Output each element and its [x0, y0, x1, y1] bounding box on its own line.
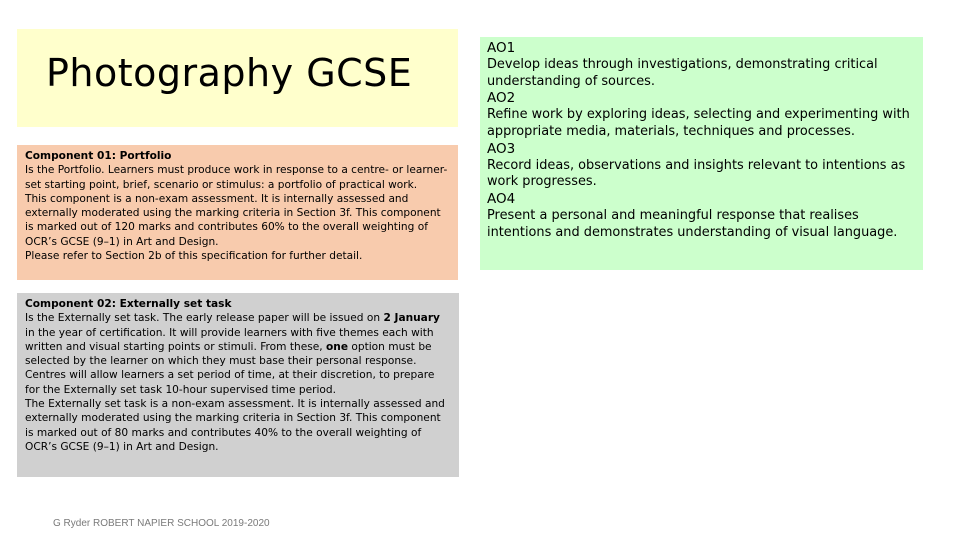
- ao3-code: AO3: [487, 140, 516, 157]
- component-02-preparation: Centres will allow learners a set period of time, at their discretion, to prepare for the Externally set task 10-hour supervised time period.: [25, 369, 435, 396]
- component-02-heading: Component 02: Externally set task: [25, 298, 232, 310]
- component-01-heading: Component 01: Portfolio: [25, 150, 172, 162]
- ao2-code: AO2: [487, 90, 516, 107]
- component-02-assessment: The Externally set task is a non-exam assessment. It is internally assessed and externally moderated using the marking criteria in Section 3f. This component is marked out of 80 marks and contributes 40% to the overall weighting of OCR’s GCSE (9–1) in Art and Design.: [25, 398, 445, 453]
- ao1-code: AO1: [487, 40, 516, 56]
- ao4-code: AO4: [487, 191, 516, 208]
- one-emphasis: one: [326, 340, 349, 353]
- component-02-description: Is the Externally set task. The early release paper will be issued on 2 January in the year of certification. It will provide learners with five themes each with written and visual starting points or stimuli. From these, one option must be selected by the learner on which they must base their personal response.: [25, 312, 440, 368]
- component-01-reference: Please refer to Section 2b of this specification for further detail.: [25, 250, 363, 263]
- ao2-text: Refine work by exploring ideas, selecting and experimenting with appropriate media, materials, techniques and processes.: [487, 107, 910, 139]
- component-02-box: [17, 293, 459, 477]
- page-title: Photography GCSE: [46, 51, 413, 95]
- ao1-text: Develop ideas through investigations, demonstrating critical understanding of sources.: [487, 56, 878, 89]
- title-box: [17, 29, 458, 127]
- assessment-objectives-box: [480, 37, 923, 270]
- ao4-text: Present a personal and meaningful response that realises intentions and demonstrates understanding of visual language.: [487, 207, 898, 240]
- release-date: 2 January: [383, 312, 440, 325]
- component-01-box: [17, 145, 458, 280]
- ao3-text: Record ideas, observations and insights relevant to intentions as work progresses.: [487, 157, 906, 190]
- footer-credit: G Ryder ROBERT NAPIER SCHOOL 2019-2020: [53, 518, 270, 529]
- component-01-assessment: This component is a non-exam assessment. It is internally assessed and externally moderated using the marking criteria in Section 3f. This component is marked out of 120 marks and contributes 60% to the overall weighting of OCR’s GCSE (9–1) in Art and Design.: [25, 192, 441, 248]
- component-01-description: Is the Portfolio. Learners must produce work in response to a centre- or learner-set starting point, brief, scenario or stimulus: a portfolio of practical work.: [25, 164, 448, 191]
